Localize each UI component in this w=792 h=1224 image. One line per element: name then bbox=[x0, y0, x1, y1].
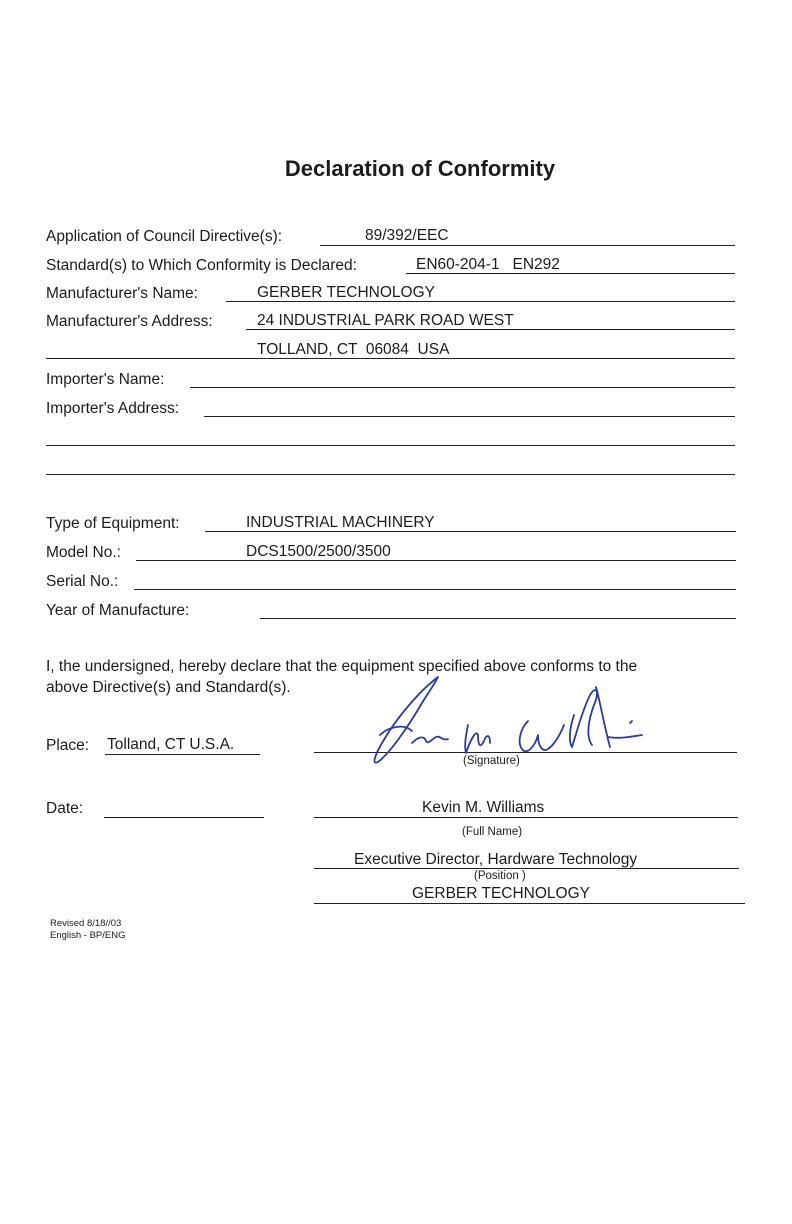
manufacturer-name-label: Manufacturer's Name: bbox=[46, 285, 198, 302]
serial-label: Serial No.: bbox=[46, 573, 119, 590]
page-title: Declaration of Conformity bbox=[284, 156, 556, 181]
year-line bbox=[260, 618, 736, 619]
manufacturer-address-value-2: TOLLAND, CT 06084 USA bbox=[257, 341, 450, 358]
place-label: Place: bbox=[46, 737, 90, 754]
signature-scribble bbox=[360, 665, 660, 775]
place-line bbox=[105, 754, 260, 755]
manufacturer-name-value: GERBER TECHNOLOGY bbox=[257, 284, 436, 301]
importer-address-line-3 bbox=[46, 474, 735, 475]
directive-value: 89/392/EEC bbox=[365, 227, 449, 244]
company-value: GERBER TECHNOLOGY bbox=[412, 885, 591, 902]
importer-name-label: Importer's Name: bbox=[46, 371, 165, 388]
place-value: Tolland, CT U.S.A. bbox=[107, 736, 235, 753]
importer-name-line bbox=[190, 387, 735, 388]
equipment-type-label: Type of Equipment: bbox=[46, 515, 180, 532]
importer-address-label: Importer's Address: bbox=[46, 400, 180, 417]
importer-address-line-2 bbox=[46, 445, 735, 446]
year-label: Year of Manufacture: bbox=[46, 602, 190, 619]
model-line bbox=[136, 560, 736, 561]
position-caption: (Position ) bbox=[474, 870, 526, 882]
model-label: Model No.: bbox=[46, 544, 121, 561]
manufacturer-address-value-1: 24 INDUSTRIAL PARK ROAD WEST bbox=[257, 312, 514, 329]
date-line bbox=[104, 817, 264, 818]
manufacturer-address-label: Manufacturer's Address: bbox=[46, 313, 213, 330]
date-label: Date: bbox=[46, 800, 84, 817]
position-value: Executive Director, Hardware Technology bbox=[354, 851, 638, 868]
equipment-type-value: INDUSTRIAL MACHINERY bbox=[246, 514, 435, 531]
full-name-line bbox=[314, 817, 738, 818]
importer-address-line-1 bbox=[204, 416, 735, 417]
directive-line bbox=[320, 245, 735, 246]
directive-label: Application of Council Directive(s): bbox=[46, 228, 283, 245]
full-name-value: Kevin M. Williams bbox=[422, 799, 545, 816]
declaration-line-2: above Directive(s) and Standard(s). bbox=[46, 679, 291, 696]
full-name-caption: (Full Name) bbox=[462, 826, 523, 838]
revision-note: Revised 8/18//03 bbox=[50, 918, 122, 929]
standards-value: EN60-204-1 EN292 bbox=[416, 256, 560, 273]
model-value: DCS1500/2500/3500 bbox=[246, 543, 391, 560]
language-note: English - BP/ENG bbox=[50, 930, 126, 941]
standards-label: Standard(s) to Which Conformity is Declared: bbox=[46, 257, 357, 274]
serial-line bbox=[134, 589, 736, 590]
signature-caption: (Signature) bbox=[463, 755, 520, 767]
company-line bbox=[314, 903, 745, 904]
declaration-line-1: I, the undersigned, hereby declare that the equipment specified above conforms to the bbox=[46, 658, 638, 675]
